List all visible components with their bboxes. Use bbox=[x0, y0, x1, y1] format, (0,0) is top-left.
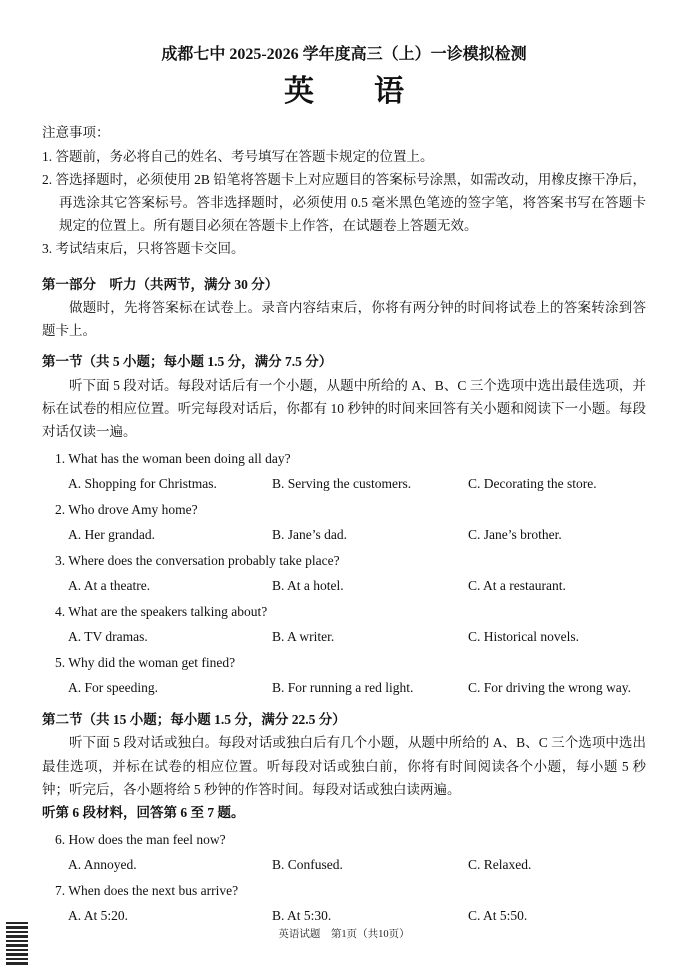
option-c: C. At a restaurant. bbox=[468, 578, 566, 594]
question-options bbox=[42, 471, 646, 496]
option-c: C. Relaxed. bbox=[468, 857, 532, 873]
section2-intro: 听下面 5 段对话或独白。每段对话或独白后有几个小题，从题中所给的 A、B、C 三个选项中选出最佳选项，并标在试卷的相应位置。听每段对话或独白前，你将有时间阅读各个小题，每小题 5 秒钟；听完后，各小题将给 5 秒钟的作答时间。每段对话或独白读两遍。 bbox=[42, 735, 646, 797]
question-options bbox=[42, 573, 646, 598]
option-c: C. Jane’s brother. bbox=[468, 527, 562, 543]
option-b: B. At a hotel. bbox=[272, 578, 344, 594]
notice-item-2: 2. 答选择题时，必须使用 2B 铅笔将答题卡上对应题目的答案标号涂黑，如需改动，用橡皮擦干净后，再选涂其它答案标号。答非选择题时，必须使用 0.5 毫米黑色笔迹的签字笔，将答案书写在答题卡规定的位置上。所有题目必须在答题卡上作答，在试题卷上答题无效。 bbox=[42, 171, 646, 234]
question-text: 6. How does the man feel now? bbox=[55, 832, 226, 848]
part1-heading: 第一部分 听力（共两节，满分 30 分） bbox=[42, 276, 279, 292]
option-a: A. At 5:20. bbox=[68, 908, 129, 924]
option-c: C. At 5:50. bbox=[468, 908, 528, 924]
material-note: 听第 6 段材料，回答第 6 至 7 题。 bbox=[42, 805, 245, 821]
option-a: A. Annoyed. bbox=[68, 857, 137, 873]
option-b: B. For running a red light. bbox=[272, 680, 414, 696]
notice-item-3: 3. 考试结束后，只将答题卡交回。 bbox=[42, 241, 245, 257]
question-options bbox=[42, 903, 646, 928]
barcode bbox=[6, 922, 28, 966]
section1-intro: 听下面 5 段对话。每段对话后有一个小题，从题中所给的 A、B、C 三个选项中选出最佳选项，并标在试卷的相应位置。听完每段对话后，你都有 10 秒钟的时间来回答有关小题和阅读下一小题。每段对话仅读一遍。 bbox=[42, 377, 646, 440]
question-2 bbox=[42, 497, 646, 547]
option-c: C. Historical novels. bbox=[468, 629, 579, 645]
option-a: A. Her grandad. bbox=[68, 527, 155, 543]
question-7 bbox=[42, 878, 646, 928]
question-1 bbox=[42, 446, 646, 496]
option-c: C. For driving the wrong way. bbox=[468, 680, 631, 696]
question-text: 5. Why did the woman get fined? bbox=[55, 655, 236, 671]
subject-title: 英 语 bbox=[284, 75, 404, 109]
option-a: A. For speeding. bbox=[68, 680, 158, 696]
question-text: 2. Who drove Amy home? bbox=[55, 502, 198, 518]
question-options bbox=[42, 522, 646, 547]
option-a: A. At a theatre. bbox=[68, 578, 151, 594]
question-options bbox=[42, 675, 646, 700]
question-3 bbox=[42, 548, 646, 598]
question-text: 7. When does the next bus arrive? bbox=[55, 883, 239, 899]
part1-intro: 做题时，先将答案标在试卷上。录音内容结束后，你将有两分钟的时间将试卷上的答案转涂到答题卡上。 bbox=[42, 299, 646, 339]
question-text: 3. Where does the conversation probably take place? bbox=[55, 553, 340, 569]
section2-questions bbox=[42, 827, 646, 928]
question-6 bbox=[42, 827, 646, 877]
question-text: 4. What are the speakers talking about? bbox=[55, 604, 268, 620]
section1-questions bbox=[42, 446, 646, 700]
option-b: B. Jane’s dad. bbox=[272, 527, 347, 543]
page-footer: 英语试题 第1页（共10页） bbox=[278, 928, 410, 940]
option-a: A. Shopping for Christmas. bbox=[68, 476, 217, 492]
option-a: A. TV dramas. bbox=[68, 629, 148, 645]
question-options bbox=[42, 852, 646, 877]
question-options bbox=[42, 624, 646, 649]
notice-item-1: 1. 答题前，务必将自己的姓名、考号填写在答题卡规定的位置上。 bbox=[42, 148, 434, 164]
question-4 bbox=[42, 599, 646, 649]
option-b: B. Serving the customers. bbox=[272, 476, 412, 492]
section1-heading: 第一节（共 5 小题；每小题 1.5 分，满分 7.5 分） bbox=[42, 354, 333, 370]
option-c: C. Decorating the store. bbox=[468, 476, 597, 492]
option-b: B. At 5:30. bbox=[272, 908, 332, 924]
question-text: 1. What has the woman been doing all day? bbox=[55, 451, 291, 467]
section2-heading: 第二节（共 15 小题；每小题 1.5 分，满分 22.5 分） bbox=[42, 712, 346, 728]
notice-heading: 注意事项： bbox=[42, 125, 110, 141]
question-5 bbox=[42, 650, 646, 700]
option-b: B. Confused. bbox=[272, 857, 343, 873]
exam-title: 成都七中 2025-2026 学年度高三（上）一诊模拟检测 bbox=[161, 46, 527, 63]
option-b: B. A writer. bbox=[272, 629, 335, 645]
